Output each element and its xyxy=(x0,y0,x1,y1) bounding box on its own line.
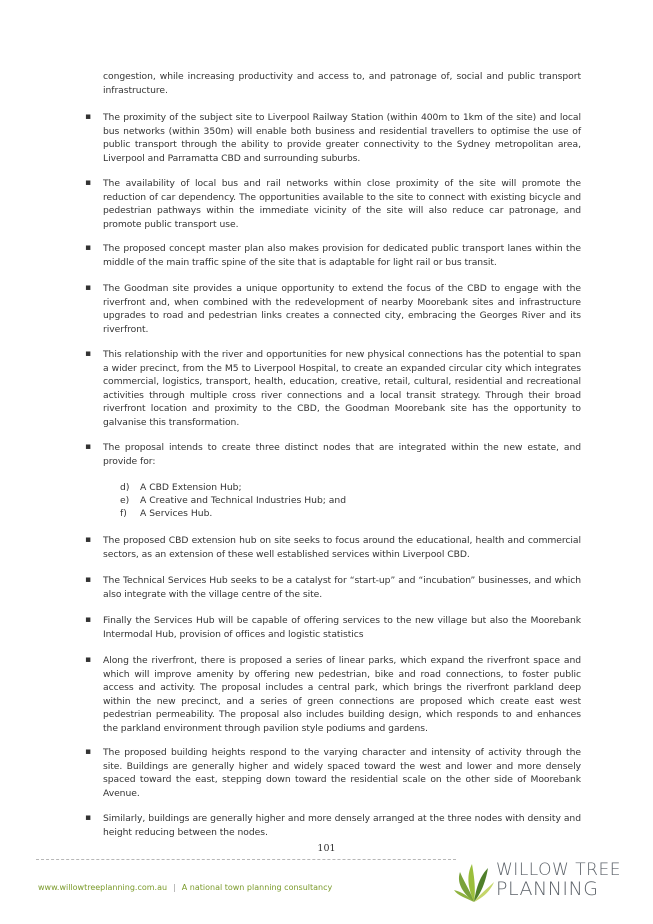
list-item-text: A Creative and Technical Industries Hub; and xyxy=(140,495,347,506)
list-item xyxy=(120,481,242,495)
bullet-icon: ▪ xyxy=(85,813,92,823)
bullet-icon: ▪ xyxy=(85,575,92,585)
paragraph-three-nodes: The proposal intends to create three distinct nodes that are integrated within the new estate, and provide for: xyxy=(103,442,581,467)
willow-leaf-icon xyxy=(452,858,496,904)
paragraph-technical-hub: The Technical Services Hub seeks to be a catalyst for “start-up” and “incubation” businesses, and which also integrate with the village centre of the site. xyxy=(103,575,581,600)
logo-wordmark xyxy=(496,861,621,899)
logo-line-1: WILLOW TREE xyxy=(496,860,621,880)
paragraph-continuation: congestion, while increasing productivity and access to, and patronage of, social and public transport infrastructure. xyxy=(103,71,581,96)
paragraph-services-hub: Finally the Services Hub will be capable of offering services to the new village but also the Moorebank Intermodal Hub, provision of offices and logistic statistics xyxy=(103,615,581,640)
company-logo xyxy=(452,858,632,904)
bullet-icon: ▪ xyxy=(85,655,92,665)
bullet-icon: ▪ xyxy=(85,243,92,253)
bullet-icon: ▪ xyxy=(85,112,92,122)
list-item-text: A Services Hub. xyxy=(140,508,213,519)
list-marker: f) xyxy=(120,508,127,519)
footer xyxy=(38,883,332,892)
list-item xyxy=(120,507,212,521)
bullet-icon: ▪ xyxy=(85,535,92,545)
footer-divider xyxy=(36,859,456,860)
list-item-text: A CBD Extension Hub; xyxy=(140,482,242,493)
bullet-icon: ▪ xyxy=(85,442,92,452)
paragraph-riverfront: The Goodman site provides a unique opportunity to extend the focus of the CBD to engage with the riverfront and, when combined with the redevelopment of nearby Moorebank sites and infrastructure upgrades to road and pedestrian links creates a connected city, embracing the Georges River and its riverfront. xyxy=(103,283,581,335)
paragraph-public-transport: The proximity of the subject site to Liverpool Railway Station (within 400m to 1km of the site) and local bus networks (within 350m) will enable both business and residential travellers to optimise the use of public transport through the ability to provide greater connectivity to the Sydney metropolitan area, Liverpool and Parramatta CBD and surrounding suburbs. xyxy=(103,112,581,164)
paragraph-cbd-hub: The proposed CBD extension hub on site seeks to focus around the educational, health and commercial sectors, as an extension of these well established services within Liverpool CBD. xyxy=(103,535,581,560)
list-item xyxy=(120,494,346,508)
paragraph-linear-parks: Along the riverfront, there is proposed a series of linear parks, which expand the riverfront space and which will improve amenity by offering new pedestrian, bike and road connections, to foster public access and activity. The proposal includes a central park, which brings the riverfront parkland deep within the new precinct, and a series of green connections are proposed which create east west pedestrian permeability. The proposal also includes building design, which responds to and enhances the parkland environment through pavilion style podiums and gardens. xyxy=(103,655,581,734)
list-marker: e) xyxy=(120,495,130,506)
bullet-icon: ▪ xyxy=(85,178,92,188)
paragraph-wider-precinct: This relationship with the river and opportunities for new physical connections has the potential to span a wider precinct, from the M5 to Liverpool Hospital, to create an expanded circular city which integrates commercial, logistics, transport, health, education, creative, retail, cultural, residential and recreational activities through multiple cross river connections and a local transit strategy. Through their broad riverfront location and proximity to the CBD, the Goodman Moorebank site has the opportunity to galvanise this transformation. xyxy=(103,349,581,428)
footer-tagline: A national town planning consultancy xyxy=(181,883,333,892)
footer-website-link[interactable]: www.willowtreeplanning.com.au xyxy=(38,883,168,892)
page-number: 101 xyxy=(317,843,336,854)
bullet-icon: ▪ xyxy=(85,283,92,293)
list-marker: d) xyxy=(120,482,130,493)
logo-line-2: PLANNING xyxy=(496,878,599,900)
bullet-icon: ▪ xyxy=(85,747,92,757)
paragraph-node-density: Similarly, buildings are generally higher and more densely arranged at the three nodes with density and height reducing between the nodes. xyxy=(103,813,581,838)
bullet-icon: ▪ xyxy=(85,615,92,625)
paragraph-building-heights: The proposed building heights respond to the varying character and intensity of activity through the site. Buildings are generally higher and widely spaced toward the west and lower and more densely spaced toward the east, stepping down toward the residential scale on the other side of Moorebank Avenue. xyxy=(103,747,581,799)
bullet-icon: ▪ xyxy=(85,349,92,359)
paragraph-car-dependency: The availability of local bus and rail networks within close proximity of the site will promote the reduction of car dependency. The opportunities available to the site to connect with existing bicycle and pedestrian pathways within the immediate vicinity of the site will also reduce car patronage, and promote public transport use. xyxy=(103,178,581,230)
paragraph-transit-lanes: The proposed concept master plan also makes provision for dedicated public transport lanes within the middle of the main traffic spine of the site that is adaptable for light rail or bus transit. xyxy=(103,243,581,268)
footer-separator: | xyxy=(173,883,176,892)
